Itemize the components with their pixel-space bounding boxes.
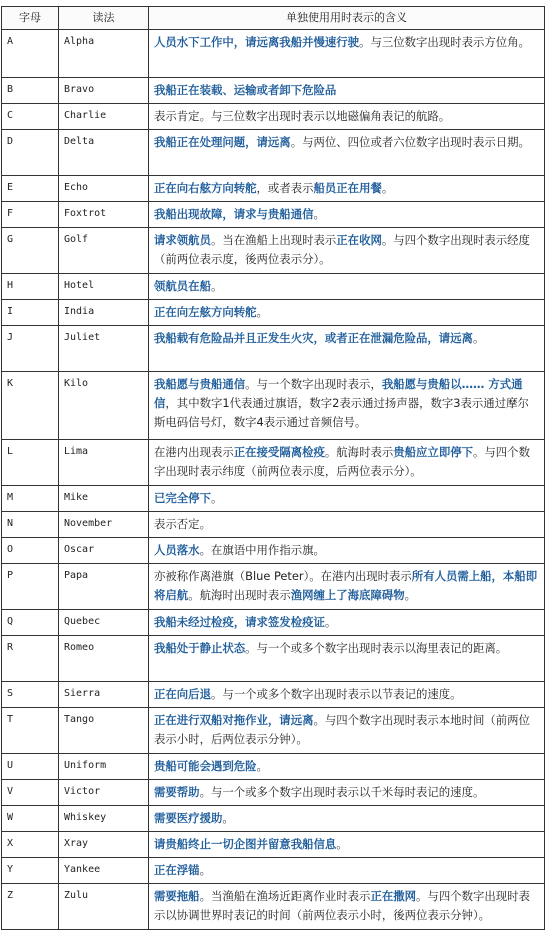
flag-letter: M xyxy=(2,486,59,512)
table-row xyxy=(2,538,545,564)
meaning-text: 。 xyxy=(210,279,223,293)
flag-letter: R xyxy=(2,636,59,682)
flag-codeword: Whiskey xyxy=(59,806,149,832)
header-letter: 字母 xyxy=(2,7,59,30)
flag-letter: E xyxy=(2,176,59,202)
table-row xyxy=(2,780,545,806)
header-pronunciation: 读法 xyxy=(59,7,149,30)
meaning-text: 。航海时表示 xyxy=(324,445,394,459)
flag-meaning xyxy=(149,512,545,538)
flag-codeword: Kilo xyxy=(59,372,149,440)
meaning-text: 。 xyxy=(199,863,211,877)
flag-codeword: Tango xyxy=(59,708,149,754)
flag-letter: O xyxy=(2,538,59,564)
meaning-text: 。当渔船在渔场近距离作业时表示 xyxy=(199,889,371,903)
flag-meaning xyxy=(149,636,545,682)
table-body xyxy=(2,30,545,930)
meaning-text: 亦被称作离港旗（Blue Peter）。在港内出现时表示 xyxy=(154,569,412,583)
meaning-text: 。 xyxy=(324,615,337,629)
meaning-highlight: 船员正在用餐 xyxy=(313,181,382,195)
flag-meaning xyxy=(149,486,545,512)
flag-letter: C xyxy=(2,104,59,130)
meaning-highlight: 正在收网 xyxy=(336,233,382,247)
table-row xyxy=(2,754,545,780)
flag-meaning xyxy=(149,274,545,300)
table-row xyxy=(2,440,545,486)
meaning-highlight: 贵船可能会遇到危险 xyxy=(154,759,257,773)
flag-codeword: Oscar xyxy=(59,538,149,564)
table-row xyxy=(2,486,545,512)
meaning-highlight: 人员水下工作中，请远离我船并慢速行驶 xyxy=(154,35,360,49)
table-row xyxy=(2,274,545,300)
flag-letter: B xyxy=(2,78,59,104)
header-meaning: 单独使用用时表示的含义 xyxy=(149,7,545,30)
flag-letter: P xyxy=(2,564,59,610)
header-row xyxy=(2,7,545,30)
flag-codeword: November xyxy=(59,512,149,538)
flag-codeword: Juliet xyxy=(59,326,149,372)
meaning-highlight: 我船出现故障，请求与贵船通信 xyxy=(154,207,314,221)
flag-codeword: Hotel xyxy=(59,274,149,300)
flag-letter: G xyxy=(2,228,59,274)
meaning-text: 表示否定。 xyxy=(154,517,211,531)
meaning-text: 。航海时出现时表示 xyxy=(188,588,291,602)
flag-letter: U xyxy=(2,754,59,780)
meaning-text: 。与三位数字出现时表示方位角。 xyxy=(359,35,530,49)
meaning-text: 。与一个数字出现时表示， xyxy=(245,377,382,391)
flag-letter: N xyxy=(2,512,59,538)
table-row xyxy=(2,512,545,538)
flag-letter: I xyxy=(2,300,59,326)
meaning-highlight: 我船正在装载、运输或者卸下危险品 xyxy=(154,83,337,97)
meaning-highlight: 我船处于静止状态 xyxy=(154,641,246,655)
flag-meaning xyxy=(149,202,545,228)
meaning-highlight: 正在向后退 xyxy=(154,687,211,701)
meaning-highlight: 需要医疗援助 xyxy=(154,811,223,825)
table-row xyxy=(2,564,545,610)
flag-codeword: Mike xyxy=(59,486,149,512)
flag-codeword: Echo xyxy=(59,176,149,202)
meaning-text: 。与四个数字出现时表示以协调世界时表记的时间（前两位表示小时，後两位表示分钟）。 xyxy=(154,889,530,922)
flag-meaning xyxy=(149,832,545,858)
meaning-text: 。 xyxy=(472,331,485,345)
flag-codeword: Uniform xyxy=(59,754,149,780)
meaning-highlight: 所有人员需上船，本船即将启航 xyxy=(154,569,538,602)
meaning-text: 。 xyxy=(404,588,417,602)
flag-codeword: Romeo xyxy=(59,636,149,682)
flag-letter: T xyxy=(2,708,59,754)
flag-letter: S xyxy=(2,682,59,708)
meaning-highlight: 正在向右舷方向转舵 xyxy=(154,181,257,195)
flag-codeword: Golf xyxy=(59,228,149,274)
meaning-text: 。 xyxy=(222,811,234,825)
flag-letter: H xyxy=(2,274,59,300)
meaning-text: 。与一个或多个数字出现时表示以节表记的速度。 xyxy=(210,687,462,701)
flag-codeword: Papa xyxy=(59,564,149,610)
table-row xyxy=(2,176,545,202)
flag-codeword: Quebec xyxy=(59,610,149,636)
flag-codeword: Foxtrot xyxy=(59,202,149,228)
table-row xyxy=(2,832,545,858)
table-row xyxy=(2,806,545,832)
table-row xyxy=(2,326,545,372)
flag-codeword: Delta xyxy=(59,130,149,176)
flag-meaning xyxy=(149,130,545,176)
table-row xyxy=(2,130,545,176)
meaning-text: 。与四个数字出现时表示经度（前两位表示度，後两位表示分）。 xyxy=(154,233,530,266)
flag-letter: F xyxy=(2,202,59,228)
meaning-text: 。 xyxy=(256,759,268,773)
flag-meaning xyxy=(149,754,545,780)
flag-meaning xyxy=(149,858,545,884)
flag-meaning xyxy=(149,300,545,326)
meaning-highlight: 正在接受隔离检疫 xyxy=(233,445,325,459)
table-row xyxy=(2,78,545,104)
flag-letter: W xyxy=(2,806,59,832)
flag-meaning xyxy=(149,326,545,372)
meaning-highlight: 我船正在处理问题，请远离 xyxy=(154,135,291,149)
meaning-text: 。 xyxy=(313,207,325,221)
meaning-text: 。 xyxy=(256,305,268,319)
flag-meaning xyxy=(149,780,545,806)
flag-letter: Y xyxy=(2,858,59,884)
table-row xyxy=(2,884,545,930)
meaning-highlight: 正在向左舷方向转舵 xyxy=(154,305,257,319)
flag-codeword: India xyxy=(59,300,149,326)
flag-letter: A xyxy=(2,30,59,78)
meaning-text: 在港内出现表示 xyxy=(154,445,234,459)
meaning-text: 。 xyxy=(381,181,394,195)
flag-meaning xyxy=(149,806,545,832)
meaning-highlight: 我船载有危险品并且正发生火灾，或者正在泄漏危险品，请远离 xyxy=(154,331,473,345)
meaning-highlight: 人员落水 xyxy=(154,543,200,557)
meaning-highlight: 我船愿与贵船通信 xyxy=(154,377,246,391)
meaning-text: ，其中数字1代表通过旗语，数字2表示通过扬声器，数字3表示通过摩尔斯电码信号灯，数字4表示通过音频信号。 xyxy=(154,396,529,429)
table-row xyxy=(2,682,545,708)
flag-meaning xyxy=(149,610,545,636)
nato-alphabet-table xyxy=(1,6,545,930)
flag-meaning xyxy=(149,884,545,930)
meaning-text: 。当在渔船上出现时表示 xyxy=(210,233,337,247)
flag-meaning xyxy=(149,228,545,274)
table-row xyxy=(2,858,545,884)
flag-letter: Z xyxy=(2,884,59,930)
flag-meaning xyxy=(149,176,545,202)
table-row xyxy=(2,228,545,274)
flag-letter: X xyxy=(2,832,59,858)
meaning-highlight: 请求领航员 xyxy=(154,233,211,247)
flag-codeword: Bravo xyxy=(59,78,149,104)
meaning-highlight: 我船愿与贵船以…… 方式通信 xyxy=(154,377,523,410)
table-row xyxy=(2,104,545,130)
meaning-text: 。与一个或多个数字出现时表示以海里表记的距离。 xyxy=(245,641,508,655)
flag-letter: D xyxy=(2,130,59,176)
flag-letter: Q xyxy=(2,610,59,636)
flag-codeword: Lima xyxy=(59,440,149,486)
meaning-highlight: 已完全停下 xyxy=(154,491,211,505)
flag-meaning xyxy=(149,708,545,754)
flag-meaning xyxy=(149,538,545,564)
flag-codeword: Sierra xyxy=(59,682,149,708)
table-row xyxy=(2,610,545,636)
flag-codeword: Zulu xyxy=(59,884,149,930)
table-row xyxy=(2,372,545,440)
meaning-text: 表示肯定。与三位数字出现时表示以地磁偏角表记的航路。 xyxy=(154,109,451,123)
flag-codeword: Alpha xyxy=(59,30,149,78)
meaning-text: 。与四个数字出现时表示本地时间（前两位表示小时，后两位表示分钟）。 xyxy=(154,713,530,746)
flag-meaning xyxy=(149,564,545,610)
meaning-text: 。 xyxy=(210,491,223,505)
meaning-highlight: 正在进行双船对拖作业，请远离 xyxy=(154,713,314,727)
table-row xyxy=(2,636,545,682)
flag-meaning xyxy=(149,104,545,130)
meaning-highlight: 贵船应立即停下 xyxy=(393,445,473,459)
flag-meaning xyxy=(149,682,545,708)
flag-codeword: Charlie xyxy=(59,104,149,130)
flag-codeword: Victor xyxy=(59,780,149,806)
flag-meaning xyxy=(149,372,545,440)
flag-meaning xyxy=(149,30,545,78)
meaning-text: 。与一个或多个数字出现时表示以千米每时表记的速度。 xyxy=(199,785,485,799)
meaning-highlight: 正在浮锚 xyxy=(154,863,200,877)
flag-codeword: Yankee xyxy=(59,858,149,884)
flag-codeword: Xray xyxy=(59,832,149,858)
meaning-text: ，或者表示 xyxy=(256,181,314,195)
table-row xyxy=(2,202,545,228)
meaning-highlight: 需要帮助 xyxy=(154,785,200,799)
flag-letter: J xyxy=(2,326,59,372)
flag-meaning xyxy=(149,440,545,486)
meaning-highlight: 渔网缠上了海底障碍物 xyxy=(290,588,405,602)
table-row xyxy=(2,30,545,78)
meaning-highlight: 需要拖船 xyxy=(154,889,200,903)
meaning-highlight: 领航员在船 xyxy=(154,279,211,293)
meaning-highlight: 请贵船终止一切企图并留意我船信息 xyxy=(154,837,337,851)
flag-letter: K xyxy=(2,372,59,440)
meaning-highlight: 正在撒网 xyxy=(370,889,417,903)
flag-letter: V xyxy=(2,780,59,806)
table-row xyxy=(2,708,545,754)
flag-meaning xyxy=(149,78,545,104)
table-row xyxy=(2,300,545,326)
meaning-highlight: 我船未经过检疫，请求签发检疫证 xyxy=(154,615,325,629)
meaning-text: 。与两位、四位或者六位数字出现时表示日期。 xyxy=(290,135,530,149)
meaning-text: 。 xyxy=(336,837,348,851)
meaning-text: 。在旗语中用作指示旗。 xyxy=(199,543,325,557)
meaning-text: 。与四个数字出现时表示纬度（前两位表示度，后两位表示分）。 xyxy=(154,445,530,478)
flag-letter: L xyxy=(2,440,59,486)
